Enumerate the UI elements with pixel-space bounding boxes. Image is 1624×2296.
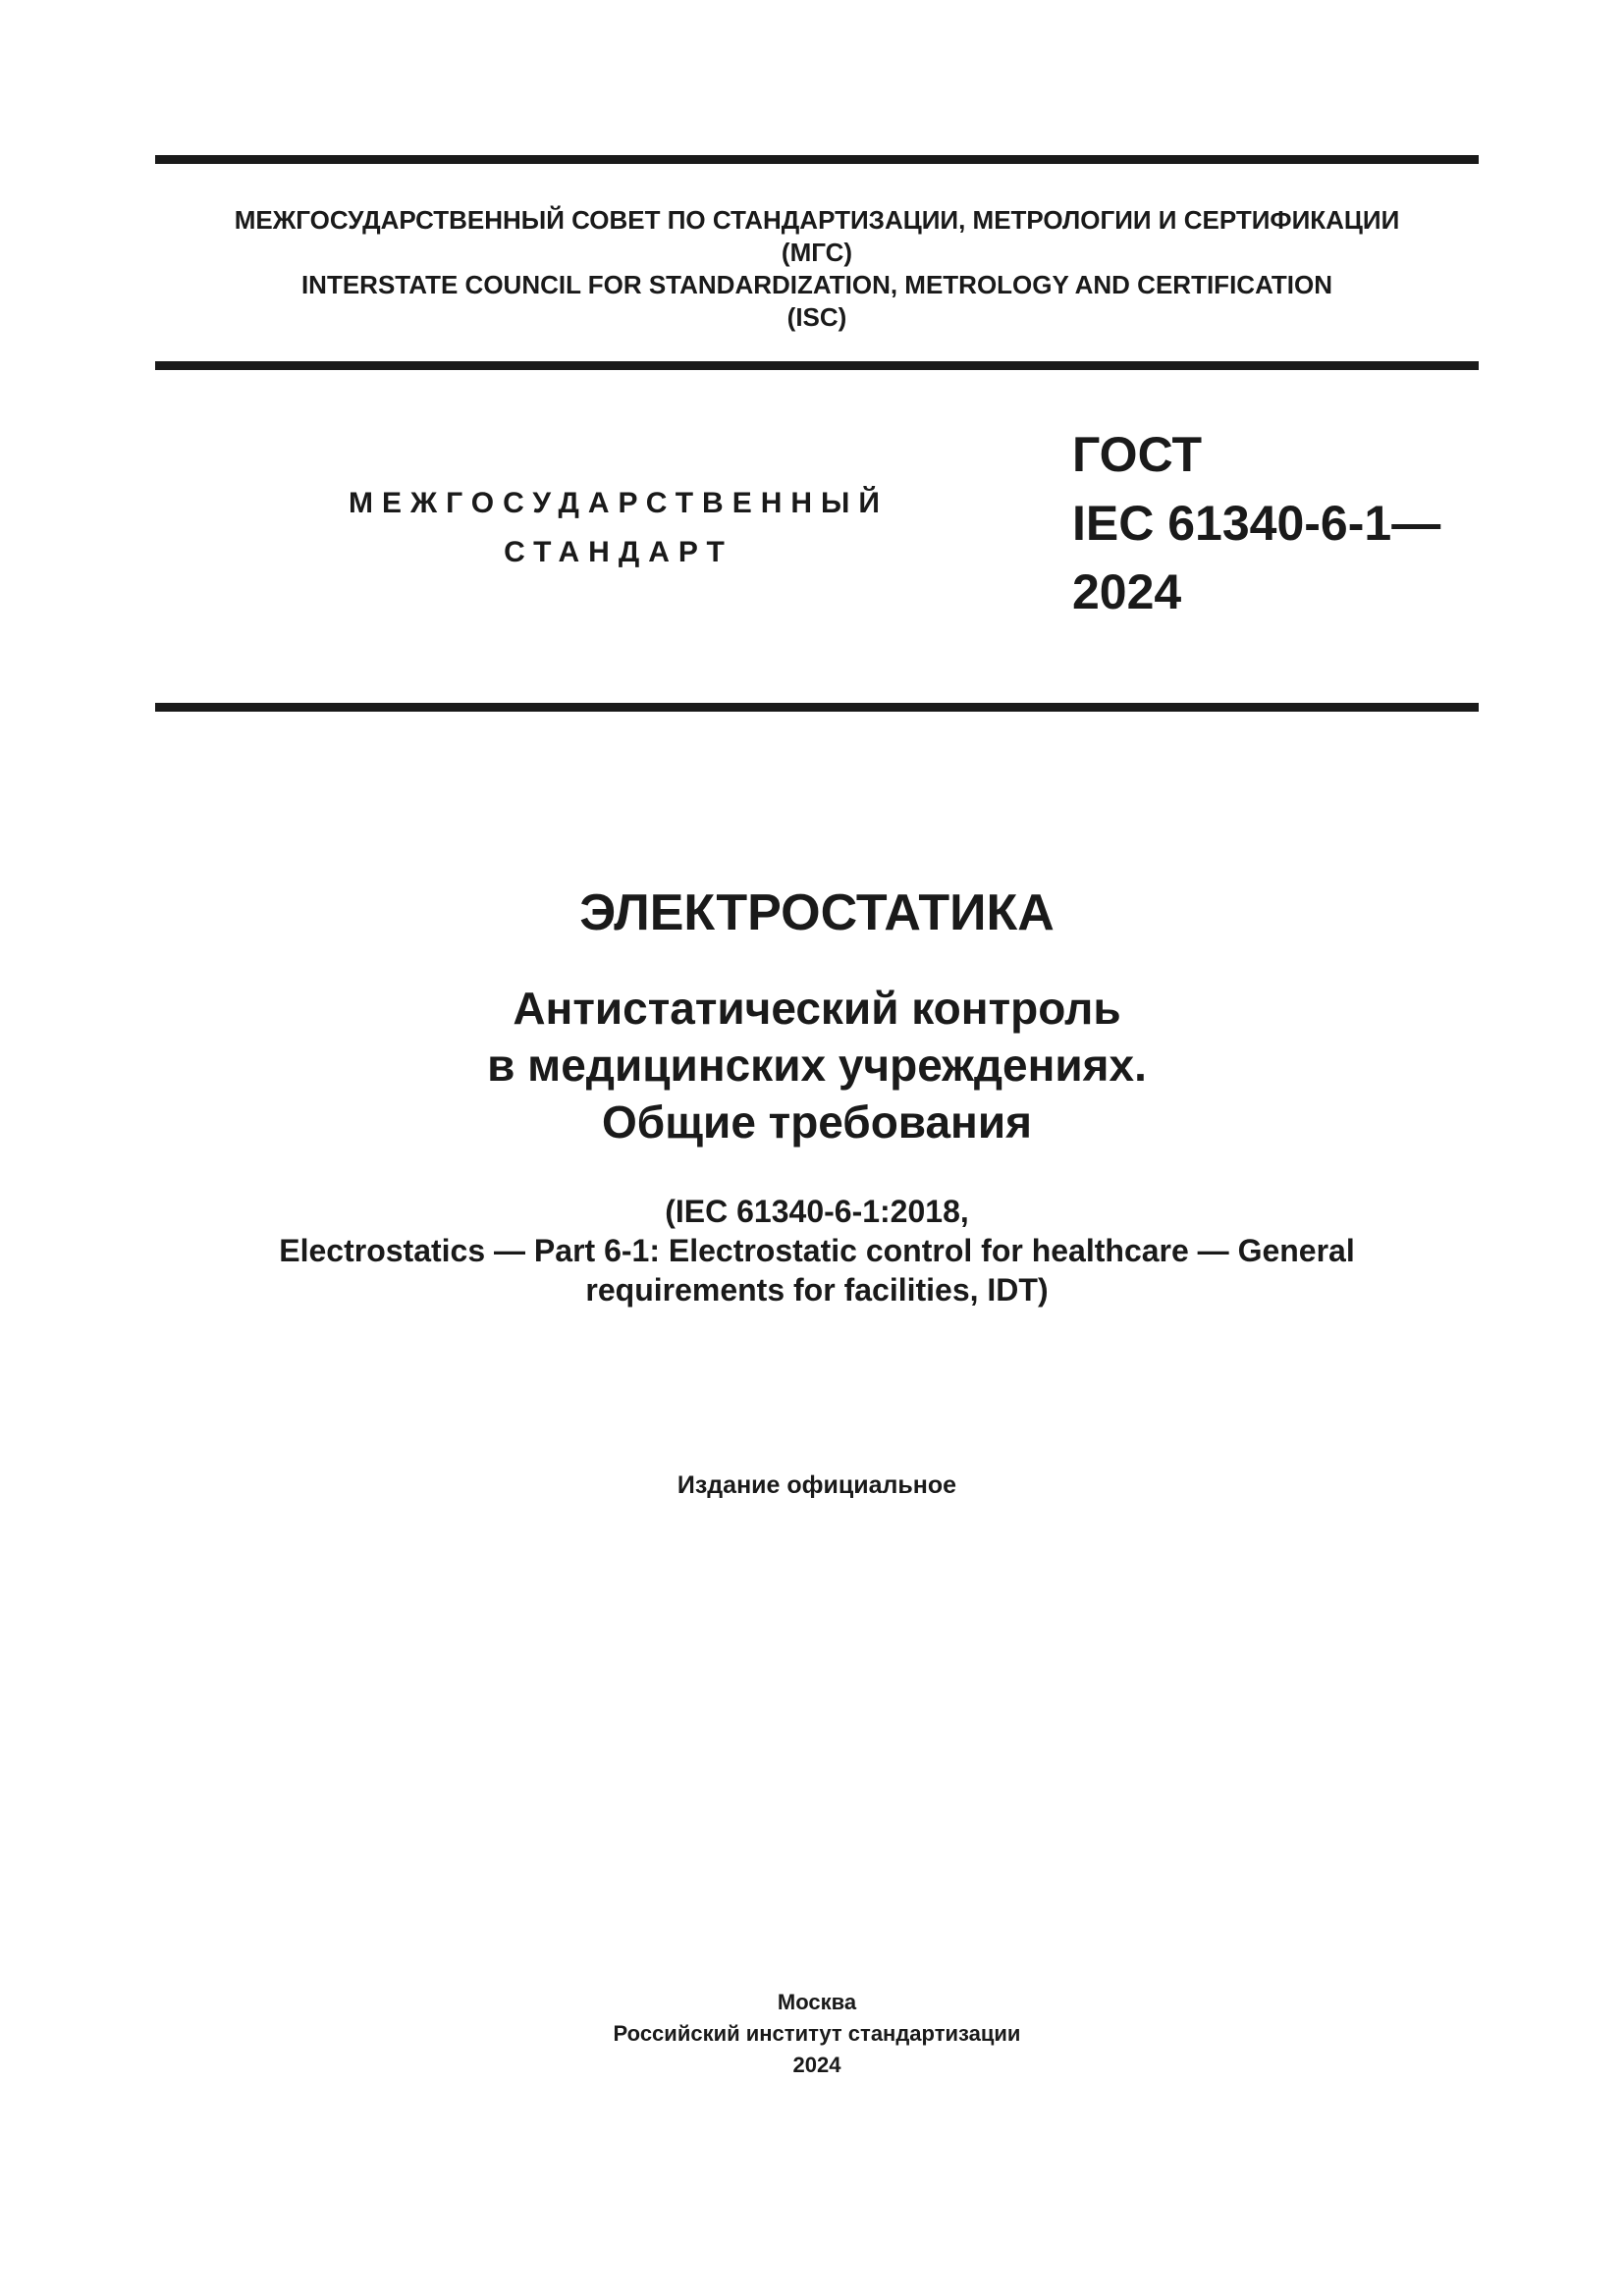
- imprint-publisher: Российский институт стандартизации: [613, 2021, 1021, 2046]
- council-header: [155, 204, 1479, 334]
- subtitle-line3: Общие требования: [602, 1096, 1032, 1148]
- title-block: [155, 881, 1479, 1309]
- standard-designation: [1072, 420, 1440, 626]
- imprint-city: Москва: [777, 1990, 857, 2014]
- standard-kind-line1: МЕЖГОСУДАРСТВЕННЫЙ: [349, 487, 889, 519]
- main-title: ЭЛЕКТРОСТАТИКА: [579, 884, 1055, 941]
- intl-ref-line2: Electrostatics — Part 6-1: Electrostatic control for healthcare — General: [279, 1233, 1355, 1268]
- imprint: [155, 1987, 1479, 2081]
- council-name-ru: МЕЖГОСУДАРСТВЕННЫЙ СОВЕТ ПО СТАНДАРТИЗАЦИИ, МЕТРОЛОГИИ И СЕРТИФИКАЦИИ: [234, 205, 1400, 235]
- intl-ref-line3: requirements for facilities, IDT): [585, 1272, 1049, 1308]
- designation-divider: [155, 703, 1479, 712]
- edition-label: Издание официальное: [677, 1471, 957, 1499]
- intl-ref-line1: (IEC 61340-6-1:2018,: [665, 1194, 969, 1229]
- standard-kind: [295, 479, 943, 577]
- subtitle: [155, 980, 1479, 1150]
- council-name-en: INTERSTATE COUNCIL FOR STANDARDIZATION, METROLOGY AND CERTIFICATION: [300, 270, 1333, 299]
- council-abbr-en: (ISC): [786, 302, 847, 332]
- designation-line3: 2024: [1072, 564, 1182, 619]
- subtitle-line1: Антистатический контроль: [513, 983, 1121, 1034]
- imprint-year: 2024: [792, 2053, 841, 2077]
- designation-line1: ГОСТ: [1072, 427, 1202, 482]
- standard-kind-line2: СТАНДАРТ: [504, 536, 733, 568]
- top-rule: [155, 155, 1479, 164]
- subtitle-line2: в медицинских учреждениях.: [487, 1040, 1147, 1091]
- header-divider: [155, 361, 1479, 370]
- international-reference: [155, 1192, 1479, 1309]
- designation-line2: IEC 61340-6-1—: [1072, 496, 1441, 551]
- council-abbr-ru: (МГС): [781, 238, 853, 267]
